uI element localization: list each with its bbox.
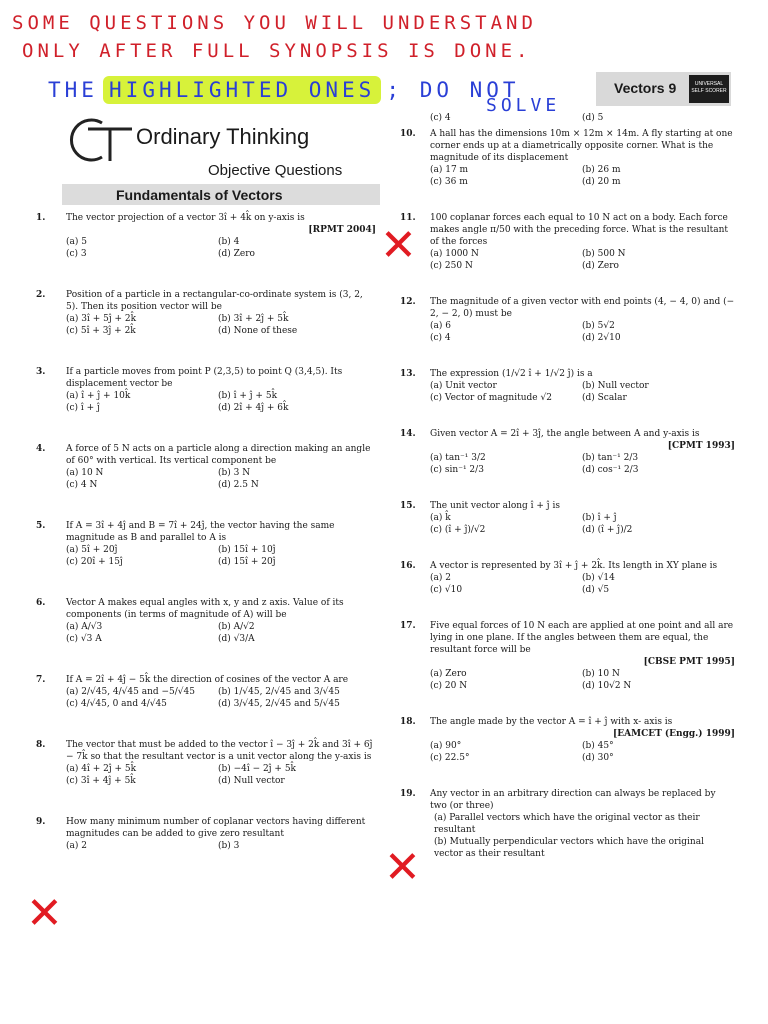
question-16: [400, 560, 735, 596]
option: (c) √10: [430, 585, 463, 595]
option: (c) 5î + 3ĵ + 2k̂: [66, 326, 136, 336]
option: (d) 30°: [582, 753, 614, 763]
option: (a) k̂: [430, 513, 451, 523]
option: (c) 250 N: [430, 261, 473, 271]
option: (b) 5√2: [582, 321, 615, 331]
option: (d) 20 m: [582, 177, 621, 187]
option: (a) 1000 N: [430, 249, 479, 259]
option-grid: [66, 686, 376, 710]
question-15: [400, 500, 735, 536]
question-13: [400, 368, 735, 404]
question-text: The angle made by the vector A = î + ĵ with x- axis is: [430, 717, 673, 727]
question-14: [400, 428, 735, 476]
question-text: How many minimum number of coplanar vectors having different magnitudes can be added to give zero resultant: [66, 817, 366, 839]
annotation-highlighted: HIGHLIGHTED ONES: [103, 76, 381, 104]
question-text: A vector is represented by 3î + ĵ + 2k̂. Its length in XY plane is: [430, 561, 718, 571]
option-grid: [430, 572, 735, 596]
question-text: Given vector A = 2î + 3ĵ, the angle between A and y-axis is: [430, 429, 700, 439]
option: (d) Null vector: [218, 776, 285, 786]
option: (a) 10 N: [66, 468, 104, 478]
question-number: 12.: [400, 297, 416, 307]
question-number: 17.: [400, 621, 416, 631]
option: (a) 4î + 2ĵ + 5k̂: [66, 764, 137, 774]
option: (d) Zero: [582, 261, 619, 271]
option: (c) 22.5°: [430, 753, 470, 763]
cross-mark-q11: ✕: [380, 221, 417, 270]
option: (b) 500 N: [582, 249, 626, 259]
option: (a) 2/√45, 4/√45 and −5/√45: [66, 687, 195, 697]
question-number: 1.: [36, 213, 46, 223]
option-grid: [66, 621, 376, 645]
question-text: The expression (1/√2 î + 1/√2 ĵ) is a: [430, 369, 593, 379]
question-text: The magnitude of a given vector with end points (4, − 4, 0) and (− 2, − 2, 0) must be: [430, 297, 735, 319]
publisher-logo: [689, 75, 729, 103]
section-title: Fundamentals of Vectors: [116, 187, 283, 203]
option-grid: [66, 544, 376, 568]
exam-tag: [CBSE PMT 1995]: [643, 657, 735, 667]
question-number: 16.: [400, 561, 416, 571]
question-7: [36, 674, 376, 710]
option: (d) 5: [582, 113, 604, 123]
question-10: [400, 128, 735, 188]
option: (c) î + ĵ: [66, 403, 100, 413]
option-grid: [430, 320, 735, 344]
brand-subtitle: Objective Questions: [208, 162, 343, 179]
option: (a) A/√3: [66, 622, 103, 632]
option: (d) 2.5 N: [218, 480, 259, 490]
option: (d) 3/√45, 2/√45 and 5/√45: [218, 699, 340, 709]
option: (d) 15î + 20ĵ: [218, 557, 276, 567]
logo-line-1: UNIVERSAL: [694, 81, 724, 87]
option: (a) 17 m: [430, 165, 469, 175]
option: (a) 90°: [430, 741, 462, 751]
option: (b) √14: [582, 573, 615, 583]
option: (d) √5: [582, 585, 610, 595]
left-question-column: [36, 212, 376, 881]
question-number: 2.: [36, 290, 46, 300]
question-9: [36, 816, 376, 852]
option-grid: [66, 467, 376, 491]
question-number: 8.: [36, 740, 46, 750]
option: (d) 2√10: [582, 333, 621, 343]
ordinary-thinking-logo-icon: [62, 117, 132, 163]
question-text: If A = 2î + 4ĵ − 5k̂ the direction of cosines of the vector A are: [66, 675, 349, 685]
question-2: [36, 289, 376, 337]
option-grid: [430, 452, 735, 476]
option: (c) 3: [66, 249, 87, 259]
option-grid: [66, 763, 376, 787]
option: (d) 10√2 N: [582, 681, 632, 691]
option: (c) 4 N: [66, 480, 98, 490]
option: (a) Zero: [430, 669, 467, 679]
option: (d) None of these: [218, 326, 298, 336]
option: (b) 3î + 2ĵ + 5k̂: [218, 314, 289, 324]
question-number: 18.: [400, 717, 416, 727]
option: (b) 3: [218, 841, 240, 851]
option: (d) (î + ĵ)/2: [582, 525, 633, 535]
question-text: A force of 5 N acts on a particle along a direction making an angle of 60° with vertical. Its vertical component be: [66, 444, 371, 466]
annotation-line-1: SOME QUESTIONS YOU WILL UNDERSTAND: [12, 12, 537, 34]
question-text: Any vector in an arbitrary direction can always be replaced by two (or three): [430, 789, 716, 811]
question-number: 4.: [36, 444, 46, 454]
question-number: 13.: [400, 369, 416, 379]
option: (c) 4/√45, 0 and 4/√45: [66, 699, 167, 709]
option: (b) 10 N: [582, 669, 620, 679]
option: (b) 3 N: [218, 468, 251, 478]
option: (c) √3 A: [66, 634, 102, 644]
question-number: 19.: [400, 789, 416, 799]
option-grid: [66, 390, 376, 414]
option: (b) tan⁻¹ 2/3: [582, 453, 639, 463]
option: (a) 5: [66, 237, 87, 247]
annotation-the: THE: [48, 78, 98, 102]
question-6: [36, 597, 376, 645]
option-grid: [66, 840, 376, 852]
question-number: 11.: [400, 213, 416, 223]
option-grid: [430, 380, 735, 404]
option: (b) −4î − 2ĵ + 5k̂: [218, 764, 297, 774]
option: (d) √3/A: [218, 634, 255, 644]
question-text: Vector A makes equal angles with x, y and z axis. Value of its components (in terms of magnitude of A) will be: [66, 598, 344, 620]
question-17: [400, 620, 735, 692]
question-11: [400, 212, 735, 272]
option-grid: [66, 313, 376, 337]
option: (c) 4: [430, 333, 451, 343]
option: (a) Parallel vectors which have the original vector as their resultant: [434, 813, 700, 835]
option: (c) 20î + 15ĵ: [66, 557, 123, 567]
question-text: A hall has the dimensions 10m × 12m × 14m. A fly starting at one corner ends up at a diametrically opposite corner. What is the magnitude of its displacement: [430, 129, 733, 163]
annotation-do-not: ; DO NOT: [386, 78, 520, 102]
option-grid: [430, 164, 735, 188]
option: (b) 4: [218, 237, 240, 247]
question-text: If a particle moves from point P (2,3,5) to point Q (3,4,5). Its displacement vector be: [66, 367, 343, 389]
option: (d) 2î + 4ĵ + 6k̂: [218, 403, 289, 413]
question-number: 5.: [36, 521, 46, 531]
question-19: [400, 788, 735, 860]
annotation-solve: SOLVE: [486, 95, 561, 116]
annotation-line-3: [48, 78, 520, 102]
option: (b) A/√2: [218, 622, 255, 632]
option: (c) 36 m: [430, 177, 468, 187]
option: (a) î + ĵ + 10k̂: [66, 391, 131, 401]
question-5: [36, 520, 376, 568]
annotation-line-2: ONLY AFTER FULL SYNOPSIS IS DONE.: [22, 40, 532, 62]
exam-tag: [CPMT 1993]: [667, 441, 735, 451]
option: (b) 15î + 10ĵ: [218, 545, 276, 555]
option-grid: [430, 248, 735, 272]
option: (a) Unit vector: [430, 381, 497, 391]
option: (b) 26 m: [582, 165, 621, 175]
option: (d) Scalar: [582, 393, 627, 403]
option: (c) 4: [430, 113, 451, 123]
option: (b) î + ĵ + 5k̂: [218, 391, 278, 401]
question-number: 14.: [400, 429, 416, 439]
cross-mark-q19: ✕: [384, 843, 421, 892]
question-text: 100 coplanar forces each equal to 10 N act on a body. Each force makes angle π/50 with the preceding force. What is the resultant of the forces: [430, 213, 728, 247]
option: (c) 3î + 4ĵ + 5k̂: [66, 776, 136, 786]
exam-tag: [EAMCET (Engg.) 1999]: [613, 729, 735, 739]
option: (a) 6: [430, 321, 451, 331]
option: (a) 2: [430, 573, 451, 583]
option-grid: [430, 740, 735, 764]
question-4: [36, 443, 376, 491]
question-18: [400, 716, 735, 764]
question-text: The unit vector along î + ĵ is: [430, 501, 560, 511]
right-top-options: [430, 112, 735, 124]
option: (b) Null vector: [582, 381, 649, 391]
option: (d) cos⁻¹ 2/3: [582, 465, 639, 475]
chapter-title: Vectors 9: [614, 80, 677, 96]
option-grid: [430, 668, 735, 692]
option: (d) Zero: [218, 249, 255, 259]
question-text: If A = 3î + 4ĵ and B = 7î + 24ĵ, the vector having the same magnitude as B and parallel to A is: [66, 521, 335, 543]
option: (b) 45°: [582, 741, 614, 751]
question-12: [400, 296, 735, 344]
exam-tag: [RPMT 2004]: [308, 225, 376, 235]
option: (a) 5î + 20ĵ: [66, 545, 118, 555]
brand-name: Ordinary Thinking: [136, 124, 310, 149]
option: (b) î + ĵ: [582, 513, 617, 523]
question-number: 15.: [400, 501, 416, 511]
question-8: [36, 739, 376, 787]
question-text: Five equal forces of 10 N each are applied at one point and all are lying in one plane. If the angles between them are equal, the resultant force will be: [430, 621, 734, 655]
question-1: [36, 212, 376, 260]
question-number: 7.: [36, 675, 46, 685]
question-number: 9.: [36, 817, 46, 827]
question-number: 6.: [36, 598, 46, 608]
question-text: Position of a particle in a rectangular-co-ordinate system is (3, 2, 5). Then its position vector will be: [66, 290, 363, 312]
option-grid: [66, 236, 376, 260]
option: (c) 20 N: [430, 681, 468, 691]
logo-line-2: SELF SCORER: [691, 88, 727, 94]
question-text: The vector that must be added to the vector î − 3ĵ + 2k̂ and 3î + 6ĵ − 7k̂ so that the resultant vector is a unit vector along the y-axis is: [66, 740, 373, 762]
option: (b) 1/√45, 2/√45 and 3/√45: [218, 687, 340, 697]
option: (a) 3î + 5ĵ + 2k̂: [66, 314, 137, 324]
question-3: [36, 366, 376, 414]
option: (a) 2: [66, 841, 87, 851]
question-text: The vector projection of a vector 3î + 4k̂ on y-axis is: [66, 213, 305, 223]
question-number: 10.: [400, 129, 416, 139]
cross-mark-q9: ✕: [26, 889, 63, 938]
right-question-column: [400, 128, 735, 884]
option: (c) sin⁻¹ 2/3: [430, 465, 484, 475]
option: (b) Mutually perpendicular vectors which have the original vector as their resultant: [434, 837, 704, 859]
option-grid: [430, 512, 735, 536]
option: (c) (î + ĵ)/√2: [430, 525, 486, 535]
option: (a) tan⁻¹ 3/2: [430, 453, 486, 463]
option: (c) Vector of magnitude √2: [430, 393, 552, 403]
question-number: 3.: [36, 367, 46, 377]
